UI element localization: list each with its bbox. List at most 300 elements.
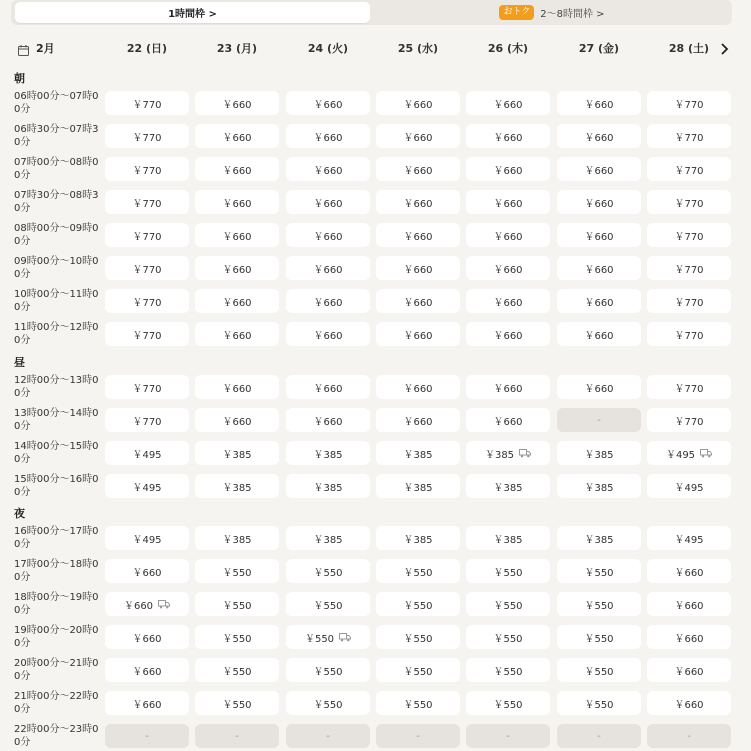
- time-slot-label: 16時00分〜17時00分: [14, 526, 99, 550]
- slot-price: ￥550: [584, 666, 614, 678]
- slot-price: ￥770: [132, 297, 162, 309]
- slot-price: ￥660: [222, 165, 252, 177]
- slot-price: ￥550: [403, 600, 433, 612]
- slot-price: ￥660: [403, 264, 433, 276]
- slot-cell[interactable]: [647, 526, 731, 550]
- slot-price: -: [506, 730, 510, 742]
- slot-price: ￥660: [493, 297, 523, 309]
- slot-price: -: [145, 730, 149, 742]
- slot-cell[interactable]: [105, 256, 189, 280]
- slot-price: ￥385: [403, 534, 433, 546]
- slot-cell[interactable]: [105, 91, 189, 115]
- slot-cell[interactable]: [195, 322, 279, 346]
- slot-price: ￥550: [222, 600, 252, 612]
- slot-cell[interactable]: [557, 322, 641, 346]
- slot-price: ￥660: [132, 699, 162, 711]
- slot-price: ￥660: [403, 231, 433, 243]
- slot-price: ￥770: [674, 383, 704, 395]
- slot-price: ￥550: [304, 633, 335, 645]
- slot-price: ￥550: [493, 699, 523, 711]
- time-slot-label: 12時00分〜13時00分: [14, 375, 99, 399]
- slot-cell[interactable]: [557, 441, 641, 465]
- slot-price: ￥495: [674, 482, 704, 494]
- slot-price: ￥660: [313, 416, 343, 428]
- slot-cell[interactable]: [376, 124, 460, 148]
- time-slot-label: 11時00分〜12時00分: [14, 322, 99, 346]
- slot-cell[interactable]: [286, 408, 370, 432]
- calendar-header: [0, 36, 751, 58]
- slot-price: ￥660: [674, 666, 704, 678]
- slot-cell[interactable]: [376, 375, 460, 399]
- slot-cell[interactable]: [195, 256, 279, 280]
- slot-cell[interactable]: [376, 157, 460, 181]
- time-slot-label: 10時00分〜11時00分: [14, 289, 99, 313]
- time-slot-label: 20時00分〜21時00分: [14, 658, 99, 682]
- day-header: 27 (金): [578, 42, 620, 55]
- slot-price: ￥660: [222, 297, 252, 309]
- slot-cell[interactable]: [557, 658, 641, 682]
- slot-cell[interactable]: [557, 592, 641, 616]
- slot-cell[interactable]: [557, 691, 641, 715]
- slot-cell[interactable]: [195, 91, 279, 115]
- unavailable-slot: [286, 724, 370, 748]
- unavailable-slot: [557, 724, 641, 748]
- slot-cell[interactable]: [557, 526, 641, 550]
- slot-price: ￥550: [584, 699, 614, 711]
- time-slot-label: 15時00分〜16時00分: [14, 474, 99, 498]
- slot-cell[interactable]: [376, 474, 460, 498]
- slot-price: ￥385: [584, 449, 614, 461]
- slot-cell[interactable]: [286, 223, 370, 247]
- slot-cell[interactable]: [466, 91, 550, 115]
- day-header: 24 (火): [307, 42, 349, 55]
- day-header: 28 (土): [668, 42, 710, 55]
- slot-cell[interactable]: [195, 157, 279, 181]
- slot-cell[interactable]: [376, 691, 460, 715]
- slot-price: ￥660: [222, 330, 252, 342]
- slot-cell[interactable]: [105, 408, 189, 432]
- section-heading: 朝: [14, 72, 25, 85]
- slot-cell[interactable]: [286, 441, 370, 465]
- slot-price: ￥770: [674, 165, 704, 177]
- slot-cell[interactable]: [195, 658, 279, 682]
- slot-price: ￥550: [313, 567, 343, 579]
- slot-cell[interactable]: [105, 223, 189, 247]
- slot-price: ￥660: [493, 264, 523, 276]
- slot-cell[interactable]: [647, 91, 731, 115]
- slot-price: ￥660: [493, 132, 523, 144]
- slot-price: ￥660: [403, 165, 433, 177]
- slot-cell[interactable]: [195, 223, 279, 247]
- slot-price: ￥660: [493, 198, 523, 210]
- slot-cell[interactable]: [557, 559, 641, 583]
- slot-price: ￥660: [222, 132, 252, 144]
- slot-price: ￥550: [222, 699, 252, 711]
- slot-price: ￥385: [403, 449, 433, 461]
- slot-cell[interactable]: [557, 91, 641, 115]
- slot-cell[interactable]: [195, 408, 279, 432]
- slot-price: ￥660: [584, 264, 614, 276]
- slot-cell[interactable]: [376, 289, 460, 313]
- slot-price: ￥550: [493, 567, 523, 579]
- slot-price: ￥495: [674, 534, 704, 546]
- slot-cell[interactable]: [557, 190, 641, 214]
- slot-cell[interactable]: [105, 157, 189, 181]
- slot-price: ￥660: [674, 699, 704, 711]
- slot-cell[interactable]: [647, 658, 731, 682]
- time-slot-label: 14時00分〜15時00分: [14, 441, 99, 465]
- slot-price: ￥660: [313, 383, 343, 395]
- slot-cell[interactable]: [376, 91, 460, 115]
- slot-price: -: [416, 730, 420, 742]
- slot-price: -: [597, 414, 601, 426]
- slot-price: ￥660: [403, 99, 433, 111]
- slot-cell[interactable]: [557, 157, 641, 181]
- slot-cell[interactable]: [195, 190, 279, 214]
- truck-icon: [519, 449, 531, 458]
- slot-cell[interactable]: [286, 190, 370, 214]
- section-heading: 昼: [14, 356, 25, 369]
- slot-price: ￥660: [222, 383, 252, 395]
- slot-cell[interactable]: [286, 124, 370, 148]
- slot-price: ￥660: [222, 416, 252, 428]
- slot-cell[interactable]: [286, 375, 370, 399]
- slot-price: ￥550: [313, 699, 343, 711]
- slot-cell[interactable]: [105, 322, 189, 346]
- slot-cell[interactable]: [286, 289, 370, 313]
- day-header: 25 (水): [397, 42, 439, 55]
- slot-price: -: [326, 730, 330, 742]
- slot-price: ￥550: [222, 567, 252, 579]
- slot-cell[interactable]: [105, 441, 189, 465]
- slot-cell[interactable]: [647, 559, 731, 583]
- slot-price: ￥495: [132, 482, 162, 494]
- time-slot-label: 07時30分〜08時30分: [14, 190, 99, 214]
- slot-price: ￥660: [584, 198, 614, 210]
- slot-price: ￥660: [313, 132, 343, 144]
- slot-price: ￥550: [403, 699, 433, 711]
- discount-badge: おトク: [499, 5, 534, 20]
- slot-price: ￥770: [132, 264, 162, 276]
- slot-cell[interactable]: [647, 190, 731, 214]
- slot-cell[interactable]: [466, 408, 550, 432]
- slot-price: ￥385: [313, 449, 343, 461]
- slot-cell[interactable]: [557, 223, 641, 247]
- slot-cell[interactable]: [557, 289, 641, 313]
- time-slot-label: 13時00分〜14時00分: [14, 408, 99, 432]
- tab-one-hour-label: 1時間枠 >: [168, 9, 217, 20]
- slot-price: ￥550: [313, 666, 343, 678]
- slot-price: ￥770: [674, 132, 704, 144]
- slot-price: ￥660: [584, 165, 614, 177]
- slot-cell[interactable]: [105, 124, 189, 148]
- slot-cell[interactable]: [195, 592, 279, 616]
- slot-cell[interactable]: [647, 625, 731, 649]
- slot-cell[interactable]: [376, 190, 460, 214]
- slot-price: ￥550: [493, 666, 523, 678]
- slot-cell[interactable]: [376, 223, 460, 247]
- tab-multi-hour-label: 2〜8時間枠 >: [540, 9, 605, 20]
- slot-price: ￥660: [403, 330, 433, 342]
- slot-cell[interactable]: [376, 559, 460, 583]
- slot-cell[interactable]: [195, 474, 279, 498]
- slot-price: ￥660: [313, 99, 343, 111]
- slot-cell[interactable]: [647, 124, 731, 148]
- slot-cell[interactable]: [376, 256, 460, 280]
- slot-cell[interactable]: [105, 658, 189, 682]
- slot-cell[interactable]: [647, 691, 731, 715]
- slot-cell[interactable]: [376, 625, 460, 649]
- slot-cell[interactable]: [466, 559, 550, 583]
- slot-price: ￥660: [313, 198, 343, 210]
- slot-price: ￥660: [403, 297, 433, 309]
- slot-price: ￥660: [584, 330, 614, 342]
- slot-price: ￥660: [584, 383, 614, 395]
- tab-multi-hour[interactable]: [375, 2, 729, 23]
- slot-price: ￥385: [313, 534, 343, 546]
- slot-price: ￥660: [313, 330, 343, 342]
- time-slot-label: 06時30分〜07時30分: [14, 124, 99, 148]
- slot-price: ￥385: [484, 449, 515, 461]
- slot-cell[interactable]: [647, 223, 731, 247]
- calendar-icon: [18, 41, 29, 60]
- tab-one-hour[interactable]: [15, 2, 370, 23]
- slot-price: ￥550: [403, 633, 433, 645]
- slot-cell[interactable]: [195, 289, 279, 313]
- slot-cell[interactable]: [286, 157, 370, 181]
- slot-price: ￥770: [674, 330, 704, 342]
- slot-cell[interactable]: [466, 289, 550, 313]
- slot-price: ￥385: [584, 482, 614, 494]
- slot-price: ￥660: [313, 165, 343, 177]
- slot-cell[interactable]: [466, 658, 550, 682]
- unavailable-slot: [647, 724, 731, 748]
- slot-price: ￥550: [313, 600, 343, 612]
- slot-price: ￥770: [132, 330, 162, 342]
- slot-cell[interactable]: [195, 625, 279, 649]
- slot-price: ￥385: [493, 482, 523, 494]
- slot-price: ￥660: [674, 567, 704, 579]
- slot-cell[interactable]: [466, 190, 550, 214]
- slot-cell[interactable]: [557, 256, 641, 280]
- slot-cell[interactable]: [195, 559, 279, 583]
- slot-cell[interactable]: [286, 322, 370, 346]
- slot-cell[interactable]: [105, 625, 189, 649]
- slot-price: ￥660: [132, 666, 162, 678]
- slot-price: ￥770: [132, 132, 162, 144]
- slot-cell[interactable]: [105, 190, 189, 214]
- slot-price: ￥385: [222, 449, 252, 461]
- slot-price: ￥495: [132, 449, 162, 461]
- slot-price: ￥385: [584, 534, 614, 546]
- slot-price: ￥550: [493, 600, 523, 612]
- unavailable-slot: [466, 724, 550, 748]
- slot-price: ￥550: [222, 666, 252, 678]
- truck-icon: [700, 449, 712, 458]
- truck-icon: [158, 600, 170, 609]
- slot-cell[interactable]: [466, 124, 550, 148]
- slot-cell[interactable]: [466, 322, 550, 346]
- slot-price: ￥660: [674, 600, 704, 612]
- slot-price: ￥385: [222, 482, 252, 494]
- slot-cell[interactable]: [466, 625, 550, 649]
- slot-price: ￥770: [132, 383, 162, 395]
- slot-price: -: [235, 730, 239, 742]
- slot-price: ￥660: [403, 383, 433, 395]
- slot-price: ￥660: [584, 231, 614, 243]
- slot-cell[interactable]: [105, 592, 189, 616]
- slot-cell[interactable]: [466, 691, 550, 715]
- time-slot-label: 17時00分〜18時00分: [14, 559, 99, 583]
- slot-cell[interactable]: [195, 441, 279, 465]
- slot-cell[interactable]: [286, 592, 370, 616]
- day-header: 22 (日): [126, 42, 168, 55]
- slot-price: ￥660: [493, 416, 523, 428]
- slot-price: ￥770: [132, 99, 162, 111]
- unavailable-slot: [105, 724, 189, 748]
- slot-price: ￥660: [222, 231, 252, 243]
- slot-price: ￥660: [222, 198, 252, 210]
- slot-price: ￥660: [493, 231, 523, 243]
- slot-price: ￥660: [403, 132, 433, 144]
- slot-cell[interactable]: [286, 658, 370, 682]
- section-heading: 夜: [14, 507, 25, 520]
- slot-price: ￥660: [313, 264, 343, 276]
- slot-cell[interactable]: [376, 322, 460, 346]
- slot-type-tabs: [11, 0, 732, 25]
- slot-price: ￥660: [313, 231, 343, 243]
- time-slot-label: 09時00分〜10時00分: [14, 256, 99, 280]
- slot-price: ￥550: [584, 567, 614, 579]
- slot-price: ￥660: [584, 132, 614, 144]
- slot-price: ￥495: [665, 449, 696, 461]
- slot-price: ￥660: [584, 297, 614, 309]
- slot-cell[interactable]: [647, 408, 731, 432]
- slot-price: ￥660: [403, 416, 433, 428]
- slot-price: ￥770: [132, 165, 162, 177]
- slot-cell[interactable]: [105, 474, 189, 498]
- time-slot-label: 08時00分〜09時00分: [14, 223, 99, 247]
- slot-cell[interactable]: [286, 474, 370, 498]
- slot-cell[interactable]: [466, 526, 550, 550]
- slot-price: ￥770: [674, 231, 704, 243]
- time-slot-label: 07時00分〜08時00分: [14, 157, 99, 181]
- slot-price: ￥660: [403, 198, 433, 210]
- slot-cell[interactable]: [647, 256, 731, 280]
- slot-cell[interactable]: [466, 592, 550, 616]
- slot-cell[interactable]: [286, 526, 370, 550]
- slot-cell[interactable]: [557, 625, 641, 649]
- slot-price: ￥770: [674, 99, 704, 111]
- slot-cell[interactable]: [105, 289, 189, 313]
- slot-cell[interactable]: [557, 375, 641, 399]
- slot-cell[interactable]: [647, 592, 731, 616]
- day-header: 26 (木): [487, 42, 529, 55]
- slot-price: ￥770: [674, 198, 704, 210]
- time-slot-label: 06時00分〜07時00分: [14, 91, 99, 115]
- slot-cell[interactable]: [376, 526, 460, 550]
- slot-cell[interactable]: [466, 375, 550, 399]
- slot-price: ￥770: [674, 297, 704, 309]
- slot-price: ￥660: [493, 383, 523, 395]
- slot-price: -: [687, 730, 691, 742]
- slot-price: ￥550: [584, 633, 614, 645]
- slot-cell[interactable]: [647, 289, 731, 313]
- slot-cell[interactable]: [195, 526, 279, 550]
- slot-cell[interactable]: [376, 592, 460, 616]
- unavailable-slot: [557, 408, 641, 432]
- next-week-chevron-icon[interactable]: [719, 40, 729, 59]
- slot-cell[interactable]: [557, 124, 641, 148]
- slot-price: ￥550: [403, 666, 433, 678]
- slot-price: ￥660: [313, 297, 343, 309]
- slot-cell[interactable]: [286, 691, 370, 715]
- slot-cell[interactable]: [647, 375, 731, 399]
- slot-price: ￥660: [584, 99, 614, 111]
- unavailable-slot: [195, 724, 279, 748]
- slot-price: ￥660: [132, 567, 162, 579]
- slot-price: ￥385: [222, 534, 252, 546]
- slot-price: ￥660: [123, 600, 154, 612]
- month-label: 2月: [36, 42, 55, 55]
- slot-cell[interactable]: [647, 157, 731, 181]
- slot-price: ￥660: [132, 633, 162, 645]
- slot-price: ￥660: [222, 99, 252, 111]
- slot-price: ￥550: [584, 600, 614, 612]
- slot-cell[interactable]: [557, 474, 641, 498]
- day-header: 23 (月): [216, 42, 258, 55]
- time-slot-label: 19時00分〜20時00分: [14, 625, 99, 649]
- slot-cell[interactable]: [286, 559, 370, 583]
- slot-cell[interactable]: [647, 322, 731, 346]
- slot-cell[interactable]: [376, 408, 460, 432]
- slot-price: -: [597, 730, 601, 742]
- slot-cell[interactable]: [105, 375, 189, 399]
- slot-cell[interactable]: [286, 91, 370, 115]
- slot-price: ￥550: [493, 633, 523, 645]
- slot-cell[interactable]: [647, 474, 731, 498]
- slot-cell[interactable]: [376, 441, 460, 465]
- slot-price: ￥495: [132, 534, 162, 546]
- slot-cell[interactable]: [105, 559, 189, 583]
- slot-cell[interactable]: [466, 256, 550, 280]
- slot-cell[interactable]: [105, 691, 189, 715]
- slot-price: ￥550: [222, 633, 252, 645]
- slot-cell[interactable]: [195, 375, 279, 399]
- slot-cell[interactable]: [647, 441, 731, 465]
- slot-cell[interactable]: [466, 474, 550, 498]
- slot-price: ￥660: [493, 165, 523, 177]
- slot-cell[interactable]: [195, 124, 279, 148]
- slot-cell[interactable]: [105, 526, 189, 550]
- time-slot-label: 21時00分〜22時00分: [14, 691, 99, 715]
- slot-cell[interactable]: [286, 256, 370, 280]
- truck-icon: [339, 633, 351, 642]
- slot-price: ￥385: [493, 534, 523, 546]
- slot-price: ￥660: [674, 633, 704, 645]
- slot-price: ￥385: [403, 482, 433, 494]
- slot-cell[interactable]: [376, 658, 460, 682]
- unavailable-slot: [376, 724, 460, 748]
- slot-price: ￥660: [222, 264, 252, 276]
- slot-cell[interactable]: [466, 223, 550, 247]
- time-slot-label: 18時00分〜19時00分: [14, 592, 99, 616]
- slot-cell[interactable]: [286, 625, 370, 649]
- slot-cell[interactable]: [466, 157, 550, 181]
- slot-cell[interactable]: [195, 691, 279, 715]
- time-slot-label: 22時00分〜23時00分: [14, 724, 99, 748]
- slot-cell[interactable]: [466, 441, 550, 465]
